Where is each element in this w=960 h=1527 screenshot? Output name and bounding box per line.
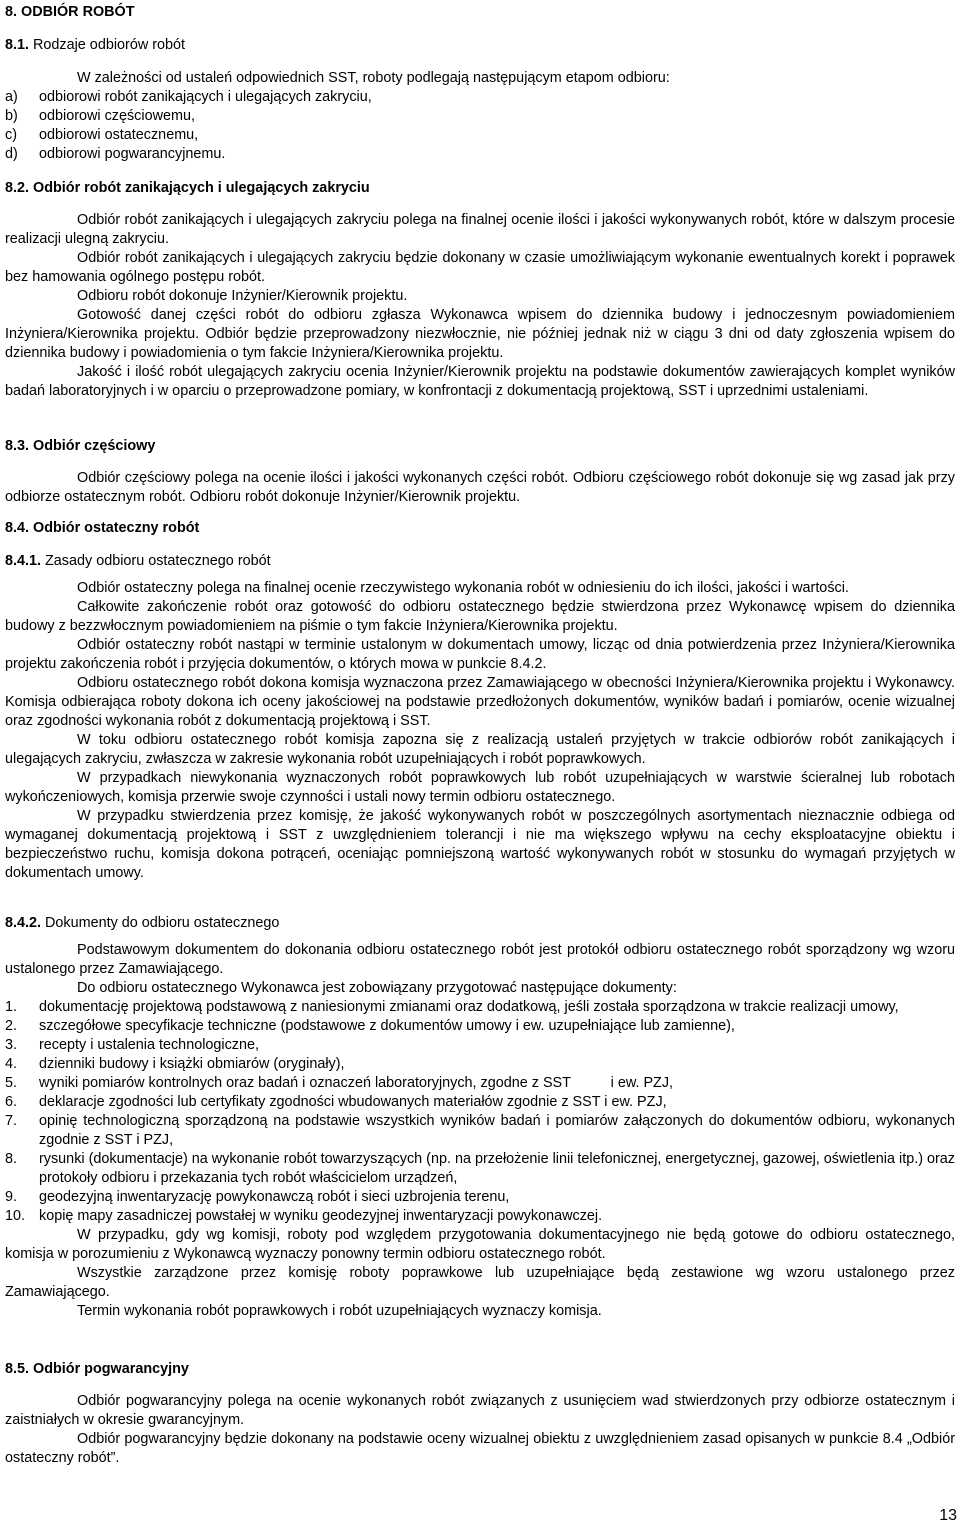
subsection-number: 8.2.: [5, 180, 30, 196]
subsection-heading-8-2: [5, 179, 370, 198]
list-item: [5, 88, 955, 107]
subsection-number: 8.1.: [5, 37, 30, 53]
subsection-title: Odbiór ostateczny robót: [33, 520, 200, 536]
list-number: 6.: [5, 1094, 18, 1110]
paragraph: Odbiór częściowy polega na ocenie ilości i jakości wykonanych części robót. Odbioru częściowego robót dokonuje się wg zasad jak przy odbiorze ostatecznym robót. Odbioru robót dokonuje Inżynier/Kierownik projektu.: [5, 470, 955, 505]
list-text: dzienniki budowy i książki obmiarów (oryginały),: [39, 1056, 345, 1072]
subsection-heading-8-5: [5, 1360, 189, 1379]
list-text: wyniki pomiarów kontrolnych oraz badań i oznaczeń laboratoryjnych, zgodne z SST i ew. PZJ,: [39, 1075, 674, 1091]
list-text: kopię mapy zasadniczej powstałej w wyniku geodezyjnej inwentaryzacji powykonawczej.: [39, 1208, 603, 1224]
subsection-heading-8-3: [5, 437, 155, 456]
subsection-heading-8-4: [5, 519, 199, 538]
list-item: [5, 126, 955, 145]
list-number: 5.: [5, 1075, 18, 1091]
list-text: opinię technologiczną sporządzoną na podstawie wszystkich wyników badań i pomiarów załączonych do dokumentów odbioru, wykonanych zgodnie z SST i PZJ,: [39, 1113, 955, 1148]
list-item: [5, 998, 955, 1017]
list-label: c): [5, 127, 17, 143]
paragraph: Odbiór ostateczny robót nastąpi w terminie ustalonym w dokumentach umowy, licząc od dnia potwierdzenia przez Inżyniera/Kierownika projektu zakończenia robót i przyjęcia dokumentów, o których mowa w punkcie 8.4.2.: [5, 637, 955, 672]
subsection-number: 8.4.1.: [5, 553, 42, 569]
list-number: 2.: [5, 1018, 18, 1034]
subsection-title: Rodzaje odbiorów robót: [33, 37, 186, 53]
paragraph: Jakość i ilość robót ulegających zakryciu ocenia Inżynier/Kierownik projektu na podstawie dokumentów zawierających komplet wyników badań laboratoryjnych i w oparciu o przeprowadzone pomiary, w konfrontacji z dokumentacją projektową, SST i uprzednimi ustaleniami.: [5, 364, 955, 399]
list-item: [5, 1017, 955, 1036]
paragraph: Odbiór robót zanikających i ulegających zakryciu polega na finalnej ocenie ilości i jakości wykonywanych robót, które w dalszym procesie realizacji ulegną zakryciu.: [5, 212, 955, 247]
list-item: [5, 1112, 955, 1150]
paragraph: W przypadku stwierdzenia przez komisję, że jakość wykonywanych robót w poszczególnych asortymentach nieznacznie odbiega od wymaganej dokumentacją projektową i SST z uwzględnieniem tolerancji i nie ma większego wpływu na cechy eksploatacyjne obiektu i bezpieczeństwo ruchu, komisja dokona potrąceń, oceniając pomniejszoną wartość wykonywanych robót w stosunku do wymagań przyjętych w dokumentach umowy.: [5, 808, 955, 881]
list-text: odbiorowi częściowemu,: [39, 108, 195, 124]
list-number: 4.: [5, 1056, 18, 1072]
subsection-title: Zasady odbioru ostatecznego robót: [45, 553, 271, 569]
list-item: [5, 1093, 955, 1112]
paragraph: Termin wykonania robót poprawkowych i robót uzupełniających wyznaczy komisja.: [77, 1303, 602, 1319]
paragraph: Odbiór ostateczny polega na finalnej ocenie rzeczywistego wykonania robót w odniesieniu do ich ilości, jakości i wartości.: [77, 580, 849, 596]
subsection-title: Odbiór częściowy: [33, 438, 156, 454]
list-label: b): [5, 108, 18, 124]
list-item: [5, 145, 955, 164]
paragraph: Podstawowym dokumentem do dokonania odbioru ostatecznego robót jest protokół odbioru ostatecznego robót sporządzony wg wzoru ustalonego przez Zamawiającego.: [5, 942, 955, 977]
list-item: [5, 1188, 955, 1207]
subsection-number: 8.5.: [5, 1361, 30, 1377]
paragraph: Odbiór pogwarancyjny będzie dokonany na podstawie oceny wizualnej obiektu z uwzględnieniem zasad opisanych w punkcie 8.4 „Odbiór ostateczny robót”.: [5, 1431, 955, 1466]
section-heading: [5, 3, 135, 22]
subsection-heading-8-4-1: [5, 552, 271, 571]
paragraph: W toku odbioru ostatecznego robót komisja zapozna się z realizacją ustaleń przyjętych w trakcie odbiorów robót zanikających i ulegających zakryciu, zwłaszcza w zakresie wykonania robót uzupełniających i robót poprawkowych.: [5, 732, 955, 767]
list-item: [5, 1150, 955, 1188]
list-number: 7.: [5, 1113, 18, 1129]
section-title: ODBIÓR ROBÓT: [21, 4, 135, 20]
list-item: [5, 1074, 955, 1093]
paragraph: Wszystkie zarządzone przez komisję roboty poprawkowe lub uzupełniające będą zestawione wg wzoru ustalonego przez Zamawiającego.: [5, 1265, 955, 1300]
subsection-number: 8.4.2.: [5, 915, 42, 931]
list-text: geodezyjną inwentaryzację powykonawczą robót i sieci uzbrojenia terenu,: [39, 1189, 510, 1205]
paragraph: Gotowość danej części robót do odbioru zgłasza Wykonawca wpisem do dziennika budowy i jednoczesnym powiadomieniem Inżyniera/Kierownika projektu. Odbiór będzie przeprowadzony niezwłocznie, nie później jednak niż w ciągu 3 dni od daty zgłoszenia wpisem do dziennika budowy i powiadomienia o tym fakcie Inżyniera/Kierownika projektu.: [5, 307, 955, 361]
list-text: recepty i ustalenia technologiczne,: [39, 1037, 259, 1053]
list-number: 10.: [5, 1208, 26, 1224]
subsection-heading-8-4-2: [5, 914, 279, 933]
list-label: d): [5, 146, 18, 162]
subsection-heading-8-1: [5, 36, 185, 55]
section-number: 8.: [5, 4, 18, 20]
subsection-title: Dokumenty do odbioru ostatecznego: [45, 915, 280, 931]
list-number: 8.: [5, 1151, 18, 1167]
paragraph: Odbioru robót dokonuje Inżynier/Kierownik projektu.: [77, 288, 408, 304]
page-number: 13: [939, 1507, 957, 1524]
list-number: 3.: [5, 1037, 18, 1053]
subsection-number: 8.4.: [5, 520, 30, 536]
paragraph: Do odbioru ostatecznego Wykonawca jest zobowiązany przygotować następujące dokumenty:: [77, 980, 677, 996]
list-item: [5, 1055, 955, 1074]
list-item: [5, 1207, 955, 1226]
paragraph: Odbioru ostatecznego robót dokona komisja wyznaczona przez Zamawiającego w obecności Inżyniera/Kierownika projektu i Wykonawcy. Komisja odbierająca roboty dokona ich oceny jakościowej na podstawie przedłożonych dokumentów, wyników badań i pomiarów, ocenie wizualnej oraz zgodności wykonania robót z dokumentacją projektową i SST.: [5, 675, 955, 729]
list-text: odbiorowi robót zanikających i ulegających zakryciu,: [39, 89, 372, 105]
list-text: rysunki (dokumentacje) na wykonanie robót towarzyszących (np. na przełożenie linii telefonicznej, energetycznej, gazowej, oświetlenia itp.) oraz protokoły odbioru i przekazania tych robót właścicielom urządzeń,: [39, 1151, 955, 1186]
subsection-title: Odbiór robót zanikających i ulegających zakryciu: [33, 180, 370, 196]
subsection-title: Odbiór pogwarancyjny: [33, 1361, 189, 1377]
paragraph: W zależności od ustaleń odpowiednich SST, roboty podlegają następującym etapom odbioru:: [77, 70, 670, 86]
list-number: 9.: [5, 1189, 18, 1205]
subsection-number: 8.3.: [5, 438, 30, 454]
paragraph: Całkowite zakończenie robót oraz gotowość do odbioru ostatecznego będzie stwierdzona przez Wykonawcę wpisem do dziennika budowy z bezzwłocznym powiadomieniem na piśmie o tym fakcie Inżyniera/Kierownika projektu.: [5, 599, 955, 634]
paragraph: Odbiór robót zanikających i ulegających zakryciu będzie dokonany w czasie umożliwiającym wykonanie ewentualnych korekt i poprawek bez hamowania ogólnego postępu robót.: [5, 250, 955, 285]
list-label: a): [5, 89, 18, 105]
list-text: dokumentację projektową podstawową z naniesionymi zmianami oraz dodatkową, jeśli została sporządzona w trakcie realizacji umowy,: [39, 999, 899, 1015]
paragraph: W przypadkach niewykonania wyznaczonych robót poprawkowych lub robót uzupełniających w warstwie ścieralnej lub robotach wykończeniowych, komisja przerwie swoje czynności i ustali nowy termin odbioru ostatecznego.: [5, 770, 955, 805]
list-text: odbiorowi ostatecznemu,: [39, 127, 199, 143]
list-item: [5, 107, 955, 126]
list-text: szczegółowe specyfikacje techniczne (podstawowe z dokumentów umowy i ew. uzupełniające lub zamienne),: [39, 1018, 735, 1034]
paragraph: W przypadku, gdy wg komisji, roboty pod względem przygotowania dokumentacyjnego nie będą gotowe do odbioru ostatecznego, komisja w porozumieniu z Wykonawcą wyznaczy ponowny termin odbioru ostatecznego robót.: [5, 1227, 955, 1262]
list-number: 1.: [5, 999, 18, 1015]
list-item: [5, 1036, 955, 1055]
list-text: odbiorowi pogwarancyjnemu.: [39, 146, 226, 162]
list-text: deklaracje zgodności lub certyfikaty zgodności wbudowanych materiałów zgodnie z SST i ew. PZJ,: [39, 1094, 667, 1110]
paragraph: Odbiór pogwarancyjny polega na ocenie wykonanych robót związanych z usunięciem wad stwierdzonych przy odbiorze ostatecznym i zaistniałych w okresie gwarancyjnym.: [5, 1393, 955, 1428]
